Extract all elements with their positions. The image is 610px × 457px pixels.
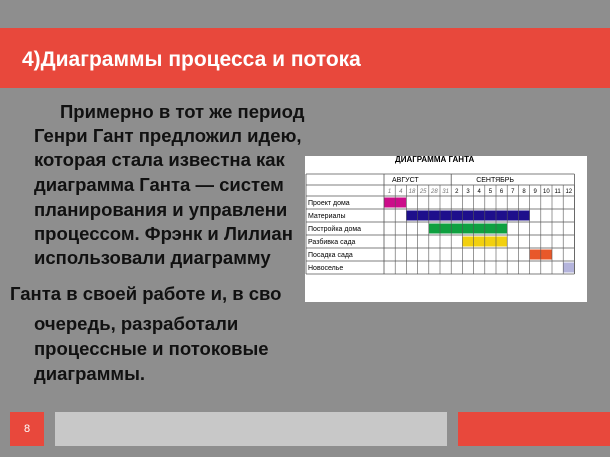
week-label: 25 [419, 189, 427, 195]
body-line: диаграммы. [34, 363, 146, 384]
task-label: Проект дома [308, 200, 350, 207]
body-line: планирования и управлени [34, 199, 288, 220]
gantt-chart [305, 156, 587, 302]
body-line: Ганта в своей работе и, в сво [10, 283, 282, 304]
task-label: Новоселье [308, 265, 344, 272]
task-bar [429, 224, 507, 234]
week-label: 10 [543, 189, 550, 195]
slide-title: 4)Диаграммы процесса и потока [22, 48, 361, 71]
body-line: Примерно в тот же период [60, 101, 305, 122]
body-line: которая стала известна как [34, 149, 285, 170]
task-bar [406, 211, 529, 221]
week-label: 2 [455, 189, 459, 195]
body-line: диаграмма Ганта — систем [34, 174, 284, 195]
page-number: 8 [23, 423, 31, 435]
week-label: 5 [488, 189, 493, 195]
body-line: процессные и потоковые [34, 338, 269, 359]
gantt-svg [305, 156, 587, 302]
week-label: 9 [533, 189, 537, 195]
task-bar [563, 263, 574, 273]
week-label: 31 [442, 189, 449, 195]
week-label: 12 [565, 189, 573, 195]
week-label: 11 [554, 189, 561, 195]
month-label: СЕНТЯБРЬ [476, 177, 515, 184]
month-label: АВГУСТ [392, 177, 419, 184]
task-label: Материалы [308, 213, 346, 220]
task-label: Постройка дома [308, 226, 362, 233]
week-label: 6 [499, 189, 504, 195]
week-label: 1 [387, 189, 392, 195]
body-line: Генри Гант предложил идею, [34, 125, 302, 146]
week-label: 28 [431, 189, 438, 195]
body-line: очередь, разработали [34, 313, 239, 334]
week-label: 3 [466, 189, 470, 195]
week-label: 8 [522, 189, 526, 195]
task-label: Посадка сада [308, 252, 353, 259]
footer-bar [55, 412, 447, 446]
gantt-title: ДИАГРАММА ГАНТА [395, 156, 475, 164]
body-line: использовали диаграмму [34, 247, 271, 268]
body-line: процессом. Фрэнк и Лилиан [34, 223, 293, 244]
week-label: 7 [511, 189, 515, 195]
week-label: 4 [399, 189, 403, 195]
week-label: 4 [477, 189, 481, 195]
task-label: Разбивка сада [308, 239, 356, 246]
week-label: 18 [408, 189, 416, 195]
footer-accent [458, 412, 610, 446]
